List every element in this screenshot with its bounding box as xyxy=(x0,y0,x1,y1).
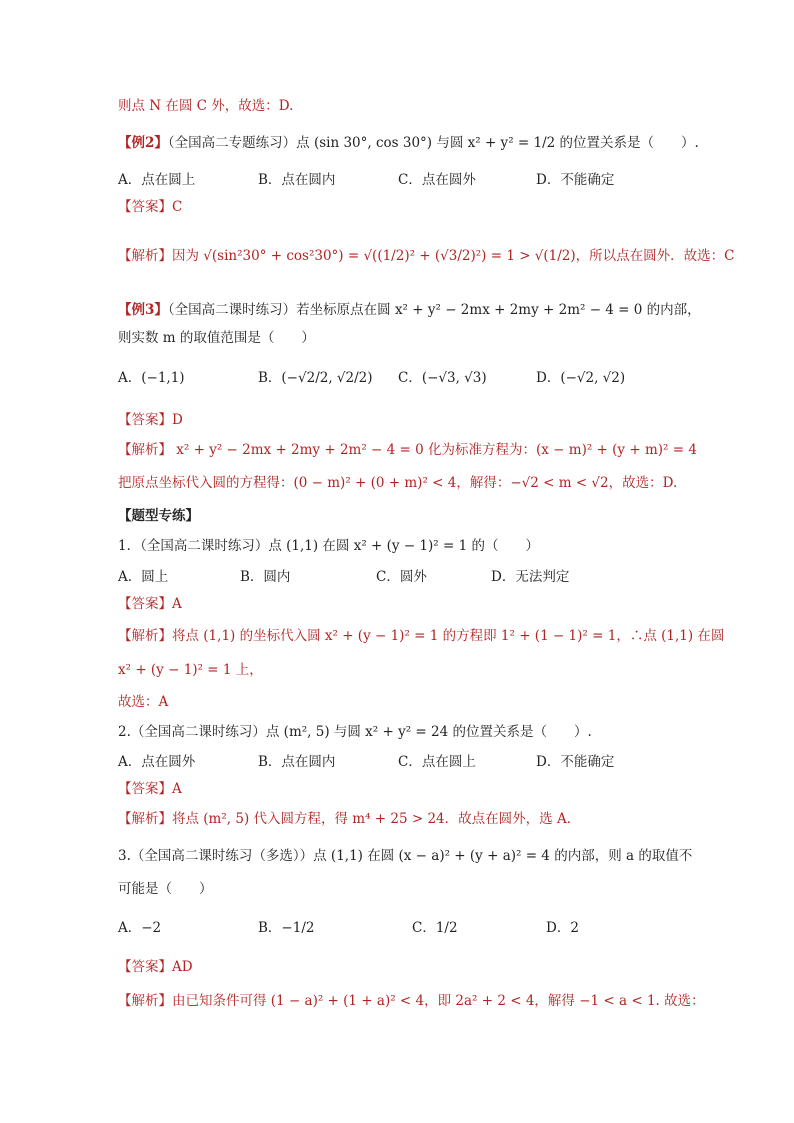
option-d: D．2 xyxy=(546,920,579,936)
example-3-stem xyxy=(118,300,701,320)
option-d: D．无法判定 xyxy=(491,569,570,585)
option-a: A．−2 xyxy=(118,920,162,936)
example-3-answer: 【答案】D xyxy=(118,412,183,428)
example-text: （全国高二课时练习）若坐标原点在圆 x² + y² − 2mx + 2my + 2m² − 4 = 0 的内部， xyxy=(167,302,701,318)
question-1-stem: 1．（全国高二课时练习）点 (1,1) 在圆 x² + (y − 1)² = 1 的（ ） xyxy=(118,538,539,554)
example-2-analysis: 【解析】因为 √(sin²30° + cos²30°) = √((1/2)² + (√3/2)²) = 1 > √(1/2)，所以点在圆外．故选：C xyxy=(118,248,735,264)
option-d: D．不能确定 xyxy=(536,754,615,770)
question-1-answer: 【答案】A xyxy=(118,596,182,612)
option-a: A．点在圆上 xyxy=(118,172,196,188)
example-2-answer: 【答案】C xyxy=(118,199,183,215)
question-3-answer: 【答案】AD xyxy=(118,959,193,975)
option-d: D．(−√2, √2) xyxy=(536,370,626,386)
option-a: A．圆上 xyxy=(118,569,169,585)
option-c: C．(−√3, √3) xyxy=(398,370,487,386)
example-3-analysis-2: 把原点坐标代入圆的方程得：(0 − m)² + (0 + m)² < 4，解得：−√2 < m < √2，故选：D. xyxy=(118,475,678,491)
question-2-answer: 【答案】A xyxy=(118,781,182,797)
option-c: C．点在圆外 xyxy=(398,172,476,188)
section-title: 【题型专练】 xyxy=(118,508,199,524)
question-3-stem-cont: 可能是（ ） xyxy=(118,881,213,897)
example-text: （全国高二专题练习）点 (sin 30°, cos 30°) 与圆 x² + y² = 1/2 的位置关系是（ ）. xyxy=(167,135,699,151)
option-b: B．(−√2/2, √2/2) xyxy=(258,370,373,386)
question-1-analysis-3: 故选：A xyxy=(118,694,169,710)
option-b: B．圆内 xyxy=(240,569,291,585)
example-3-analysis-1: 【解析】 x² + y² − 2mx + 2my + 2m² − 4 = 0 化为标准方程为：(x − m)² + (y + m)² = 4 xyxy=(118,442,697,458)
question-1-analysis-2: x² + (y − 1)² = 1 上， xyxy=(118,662,263,678)
option-c: C．点在圆上 xyxy=(398,754,476,770)
example-label: 【例2】 xyxy=(118,135,168,151)
question-3-stem: 3.（全国高二课时练习（多选））点 (1,1) 在圆 (x − a)² + (y + a)² = 4 的内部，则 a 的取值不 xyxy=(118,848,693,864)
option-c: C．圆外 xyxy=(376,569,427,585)
option-b: B．点在圆内 xyxy=(258,754,336,770)
option-d: D．不能确定 xyxy=(536,172,615,188)
example-2-stem xyxy=(118,133,699,153)
question-2-stem: 2.（全国高二课时练习）点 (m², 5) 与圆 x² + y² = 24 的位置关系是（ ）. xyxy=(118,724,592,740)
example-3-stem-cont: 则实数 m 的取值范围是（ ） xyxy=(118,330,315,346)
option-c: C．1/2 xyxy=(412,920,458,936)
option-b: B．点在圆内 xyxy=(258,172,336,188)
question-1-analysis-1: 【解析】将点 (1,1) 的坐标代入圆 x² + (y − 1)² = 1 的方程即 1² + (1 − 1)² = 1，∴点 (1,1) 在圆 xyxy=(118,628,725,644)
example-label: 【例3】 xyxy=(118,302,168,318)
option-b: B．−1/2 xyxy=(258,920,315,936)
option-a: A．点在圆外 xyxy=(118,754,196,770)
question-3-analysis: 【解析】由已知条件可得 (1 − a)² + (1 + a)² < 4，即 2a² + 2 < 4，解得 −1 < a < 1. 故选： xyxy=(118,993,705,1009)
intro-conclusion: 则点 N 在圆 C 外，故选：D. xyxy=(118,98,294,114)
question-2-analysis: 【解析】将点 (m², 5) 代入圆方程，得 m⁴ + 25 > 24．故点在圆外，选 A． xyxy=(118,811,581,827)
option-a: A．(−1,1) xyxy=(118,370,185,386)
